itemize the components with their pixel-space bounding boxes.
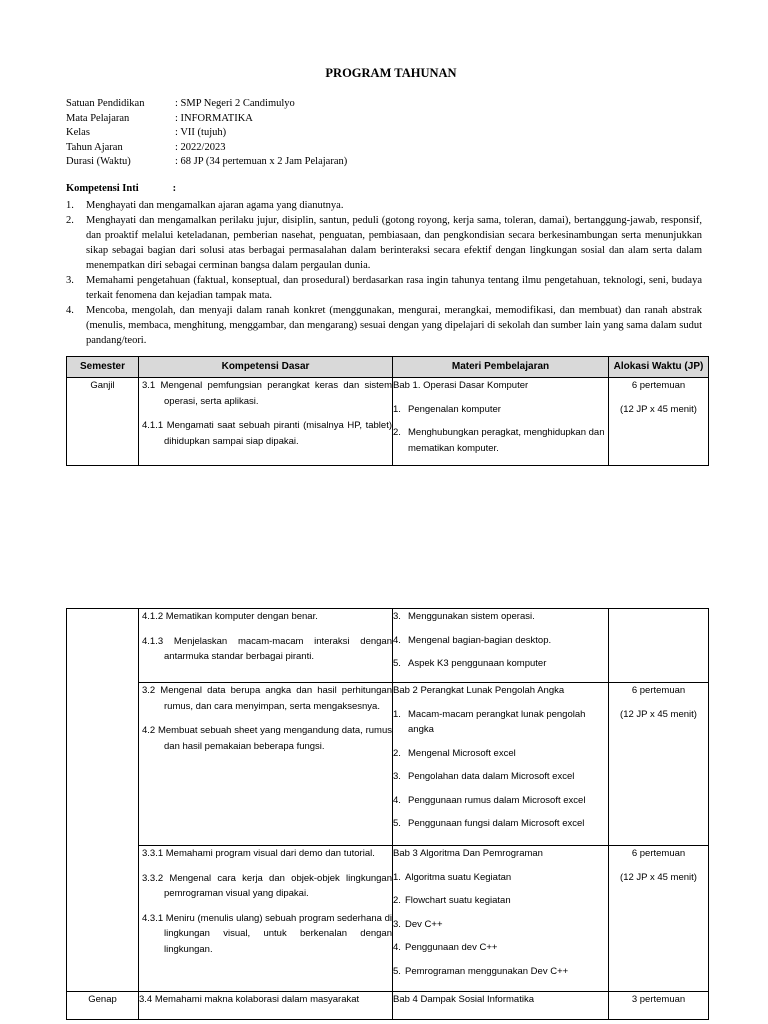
info-value: : VII (tujuh)	[175, 127, 227, 138]
alokasi-cell	[609, 609, 709, 683]
materi-chapter: Bab 4 Dampak Sosial Informatika	[393, 994, 534, 1005]
ki-text: Menghayati dan mengamalkan perilaku jujur, disiplin, santun, peduli (gotong royong, kerja sama, toleran, damai), bertanggung-jawab, responsif, dan proaktif melalui keteladanan, pemberian nasehat, penguatan, pembiasaan, dan pengkondisian secara berkesinambungan serta menunjukkan sikap sebagai bagian dari solusi atas berbagai permasalahan dalam berinteraksi secara efektif dengan lingkungan sosial dan alam serta dalam menempatkan diri sebagai cerminan bangsa dalam pergaulan dunia.	[86, 215, 702, 271]
ki-list	[66, 198, 702, 348]
ki-item	[66, 273, 702, 303]
materi-text: Aspek K3 penggunaan komputer	[408, 658, 547, 669]
header-kompetensi-dasar: Kompetensi Dasar	[139, 357, 393, 378]
ki-number: 4.	[66, 305, 74, 316]
info-key: Durasi (Waktu)	[66, 156, 131, 167]
materi-item	[393, 893, 608, 909]
kd-item: 3.1 Mengenal pemfungsian perangkat keras dan sistem operasi, serta aplikasi.	[142, 380, 392, 407]
materi-cell	[393, 846, 609, 992]
materi-item	[393, 917, 608, 933]
kd-item: 4.1.3 Menjelaskan macam-macam interaksi dengan antarmuka standar berbagai piranti.	[142, 635, 392, 662]
alokasi-jp: (12 JP x 45 menit)	[620, 871, 697, 883]
materi-text: Flowchart suatu kegiatan	[405, 895, 511, 906]
semester-cell	[67, 609, 139, 992]
materi-item	[393, 656, 608, 672]
materi-number: 4.	[393, 634, 401, 646]
alokasi-cell	[609, 683, 709, 846]
materi-item	[393, 769, 608, 785]
materi-number: 5.	[393, 965, 401, 977]
materi-chapter: Bab 1. Operasi Dasar Komputer	[393, 380, 529, 391]
materi-text: Pengenalan komputer	[408, 403, 501, 415]
materi-number: 3.	[393, 771, 401, 782]
info-row	[66, 97, 347, 112]
ki-heading-text: Kompetensi Inti	[66, 183, 139, 194]
info-value: : SMP Negeri 2 Candimulyo	[175, 98, 295, 109]
materi-item	[393, 746, 608, 762]
materi-item	[393, 964, 608, 980]
table-row	[67, 683, 709, 846]
materi-text: Algoritma suatu Kegiatan	[405, 871, 512, 883]
semester-label: Ganjil	[90, 380, 115, 391]
kd-item: 4.2 Membuat sebuah sheet yang mengandung data, rumus dan hasil pemakaian beberapa fungsi.	[142, 725, 392, 752]
materi-number: 3.	[393, 611, 401, 622]
kd-cell	[139, 992, 393, 1020]
ki-item	[66, 213, 702, 273]
alokasi-cell	[609, 846, 709, 992]
header-alokasi: Alokasi Waktu (JP)	[609, 357, 709, 378]
info-key: Satuan Pendidikan	[66, 98, 145, 109]
materi-item	[393, 633, 608, 649]
ki-heading-colon: :	[172, 183, 177, 194]
materi-item	[393, 793, 608, 809]
materi-item	[393, 402, 608, 418]
alokasi-jp: (12 JP x 45 menit)	[620, 708, 697, 720]
materi-text: Penggunaan fungsi dalam Microsoft excel	[408, 818, 585, 829]
materi-cell	[393, 683, 609, 846]
kd-cell	[139, 609, 393, 683]
materi-number: 5.	[393, 818, 401, 829]
materi-number: 3.	[393, 918, 401, 930]
ki-item	[66, 303, 702, 348]
materi-cell	[393, 378, 609, 466]
kd-item: 3.3.1 Memahami program visual dari demo dan tutorial.	[142, 848, 375, 859]
materi-text: Penggunaan rumus dalam Microsoft excel	[408, 794, 586, 806]
info-value: : 68 JP (34 pertemuan x 2 Jam Pelajaran)	[175, 156, 348, 167]
program-table-page1	[66, 356, 709, 466]
materi-text: Menghubungkan peragkat, menghidupkan dan mematikan komputer.	[408, 427, 605, 454]
materi-number: 5.	[393, 658, 401, 669]
ki-text: Menghayati dan mengamalkan ajaran agama yang dianutnya.	[86, 200, 344, 211]
header-semester: Semester	[67, 357, 139, 378]
info-value: : 2022/2023	[175, 141, 226, 153]
kd-cell	[139, 378, 393, 466]
materi-number: 1.	[393, 403, 401, 415]
info-key: Mata Pelajaran	[66, 112, 130, 124]
materi-item	[393, 870, 608, 886]
info-row	[66, 155, 347, 170]
table-row	[67, 992, 709, 1020]
alokasi-meetings: 6 pertemuan	[631, 848, 686, 859]
materi-text: Penggunaan dev C++	[405, 942, 498, 953]
kd-item: 4.1.2 Mematikan komputer dengan benar.	[142, 611, 318, 622]
materi-number: 2.	[393, 895, 401, 906]
materi-item	[393, 707, 608, 738]
info-key: Tahun Ajaran	[66, 141, 123, 153]
alokasi-meetings: 6 pertemuan	[631, 685, 686, 696]
semester-label: Genap	[88, 994, 117, 1005]
kd-cell	[139, 846, 393, 992]
program-table-page2	[66, 608, 709, 1020]
ki-item	[66, 198, 702, 213]
ki-number: 3.	[66, 275, 74, 286]
materi-number: 1.	[393, 708, 401, 720]
table-row	[67, 609, 709, 683]
ki-text: Memahami pengetahuan (faktual, konseptual, dan prosedural) berdasarkan rasa ingin tahunya tentang ilmu pengetahuan, teknologi, seni, budaya terkait fenomena dan kejadian tampak mata.	[86, 275, 702, 301]
ki-heading	[66, 183, 176, 194]
materi-item	[393, 940, 608, 956]
materi-item	[393, 425, 608, 456]
materi-text: Menggunakan sistem operasi.	[408, 611, 535, 622]
materi-number: 1.	[393, 871, 401, 883]
info-row	[66, 141, 347, 156]
kd-item: 4.3.1 Meniru (menulis ulang) sebuah program sederhana di lingkungan visual, untuk berkenalan dengan lingkungan.	[142, 912, 392, 955]
info-row	[66, 112, 347, 127]
header-materi: Materi Pembelajaran	[393, 357, 609, 378]
alokasi-cell	[609, 992, 709, 1020]
materi-text: Pengolahan data dalam Microsoft excel	[408, 771, 575, 782]
alokasi-cell	[609, 378, 709, 466]
materi-text: Pemrograman menggunakan Dev C++	[405, 965, 569, 977]
kd-item: 3.3.2 Mengenal cara kerja dan objek-objek lingkungan pemrograman visual yang dipakai.	[142, 872, 392, 899]
materi-text: Mengenal Microsoft excel	[408, 747, 516, 759]
ki-text: Mencoba, mengolah, dan menyaji dalam ranah konkret (menggunakan, mengurai, merangkai, memodifikasi, dan membuat) dan ranah abstrak (menulis, membaca, menghitung, menggambar, dan mengarang) sesuai dengan yang dipelajari di sekolah dan sumber lain yang sama dalam sudut pandang/teori.	[86, 305, 702, 346]
materi-chapter: Bab 3 Algoritma Dan Pemrograman	[393, 848, 543, 859]
semester-cell	[67, 992, 139, 1020]
info-row	[66, 126, 347, 141]
identity-block	[66, 97, 347, 170]
alokasi-jp: (12 JP x 45 menit)	[620, 403, 697, 415]
materi-number: 2.	[393, 747, 401, 759]
table-header-row	[67, 357, 709, 378]
materi-cell	[393, 609, 609, 683]
alokasi-meetings: 6 pertemuan	[631, 380, 686, 391]
kd-item: 3.4 Memahami makna kolaborasi dalam masyarakat	[139, 994, 360, 1005]
kd-item: 4.1.1 Mengamati saat sebuah piranti (misalnya HP, tablet) dihidupkan sampai siap dipakai.	[142, 420, 392, 447]
materi-number: 4.	[393, 942, 401, 953]
materi-item	[393, 609, 608, 625]
materi-text: Mengenal bagian-bagian desktop.	[408, 634, 552, 646]
materi-chapter: Bab 2 Perangkat Lunak Pengolah Angka	[393, 685, 565, 696]
kd-cell	[139, 683, 393, 846]
materi-item	[393, 816, 608, 832]
materi-text: Macam-macam perangkat lunak pengolah angka	[408, 708, 586, 735]
materi-cell	[393, 992, 609, 1020]
table-row	[67, 378, 709, 466]
materi-number: 4.	[393, 794, 401, 806]
alokasi-meetings: 3 pertemuan	[631, 994, 686, 1005]
table-row	[67, 846, 709, 992]
materi-number: 2.	[393, 427, 401, 438]
ki-number: 1.	[66, 200, 74, 211]
page-title: PROGRAM TAHUNAN	[325, 66, 457, 80]
kd-item: 3.2 Mengenal data berupa angka dan hasil perhitungan rumus, dan cara menyimpan, serta mengaksesnya.	[142, 685, 392, 712]
semester-cell	[67, 378, 139, 466]
materi-text: Dev C++	[405, 918, 443, 930]
info-value: : INFORMATIKA	[175, 112, 253, 124]
ki-number: 2.	[66, 215, 74, 226]
info-key: Kelas	[66, 127, 90, 138]
